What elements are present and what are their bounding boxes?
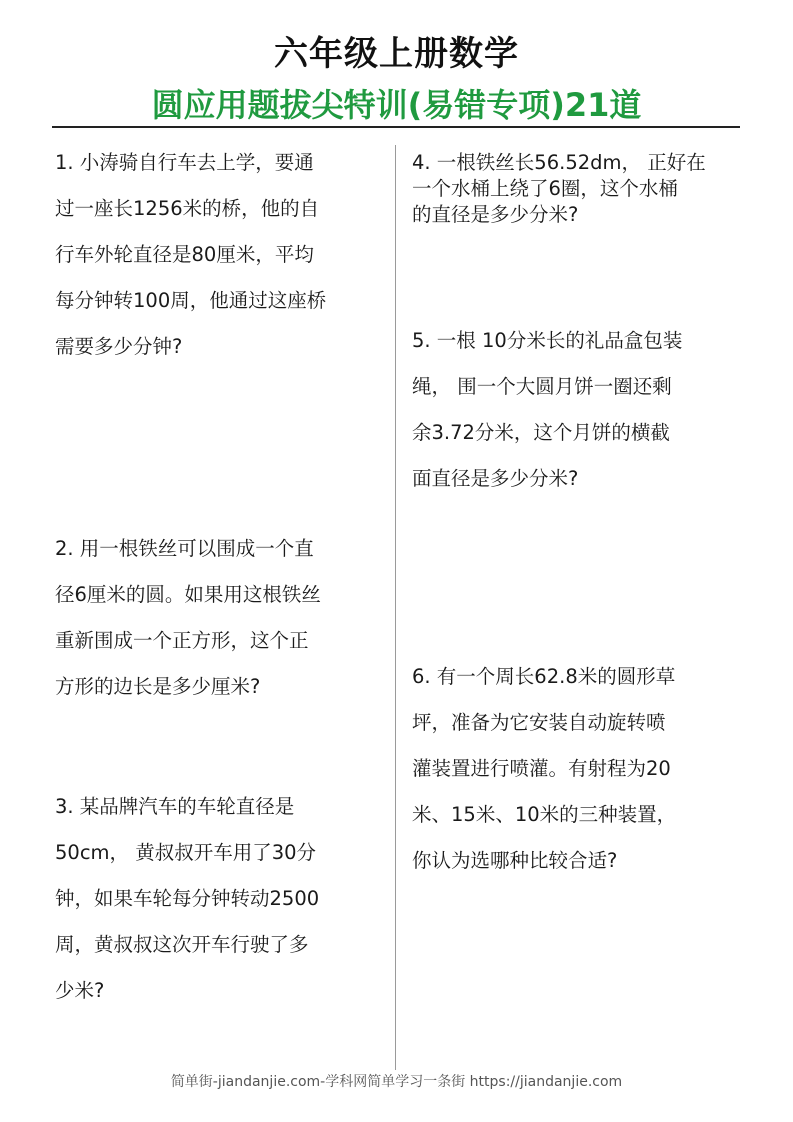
question-line: 灌装置进行喷灌。有射程为20 <box>412 757 671 780</box>
question-line: 面直径是多少分米? <box>412 467 579 490</box>
title-rule <box>52 126 740 128</box>
question-line: 每分钟转100周，他通过这座桥 <box>55 289 327 312</box>
question-line: 坪，准备为它安装自动旋转喷 <box>412 711 666 734</box>
question-6 <box>412 654 676 884</box>
question-line: 过一座长1256米的桥，他的自 <box>55 197 320 220</box>
page-subtitle: 圆应用题拔尖特训(易错专项)21道 <box>151 86 642 124</box>
question-line: 6. 有一个周长62.8米的圆形草 <box>412 665 676 688</box>
question-line: 余3.72分米，这个月饼的横截 <box>412 421 670 444</box>
question-line: 周，黄叔叔这次开车行驶了多 <box>55 933 309 956</box>
question-line: 4. 一根铁丝长56.52dm， 正好在 <box>412 151 706 174</box>
question-4 <box>412 150 706 228</box>
question-line: 需要多少分钟? <box>55 335 183 358</box>
column-divider <box>395 145 396 1070</box>
question-line: 行车外轮直径是80厘米，平均 <box>55 243 314 266</box>
question-line: 少米? <box>55 979 105 1002</box>
question-1 <box>55 140 326 370</box>
question-line: 2. 用一根铁丝可以围成一个直 <box>55 537 314 560</box>
question-line: 钟，如果车轮每分钟转动2500 <box>55 887 320 910</box>
question-line: 的直径是多少分米? <box>412 203 579 226</box>
question-3 <box>55 784 319 1014</box>
question-line: 1. 小涛骑自行车去上学，要通 <box>55 151 314 174</box>
question-5 <box>412 318 682 502</box>
page-title: 六年级上册数学 <box>274 34 519 74</box>
question-2 <box>55 526 321 710</box>
question-line: 方形的边长是多少厘米? <box>55 675 261 698</box>
question-line: 5. 一根 10分米长的礼品盒包装 <box>412 329 683 352</box>
question-line: 米、15米、10米的三种装置， <box>412 803 677 826</box>
question-line: 你认为选哪种比较合适? <box>412 849 618 872</box>
question-line: 3. 某品牌汽车的车轮直径是 <box>55 795 295 818</box>
question-line: 重新围成一个正方形，这个正 <box>55 629 309 652</box>
question-line: 径6厘米的圆。如果用这根铁丝 <box>55 583 321 606</box>
question-line: 绳， 围一个大圆月饼一圈还剩 <box>412 375 672 398</box>
question-line: 50cm， 黄叔叔开车用了30分 <box>55 841 317 864</box>
question-line: 一个水桶上绕了6圈，这个水桶 <box>412 177 678 200</box>
footer-watermark: 简单街-jiandanjie.com-学科网简单学习一条街 https://jiandanjie.com <box>170 1074 623 1090</box>
